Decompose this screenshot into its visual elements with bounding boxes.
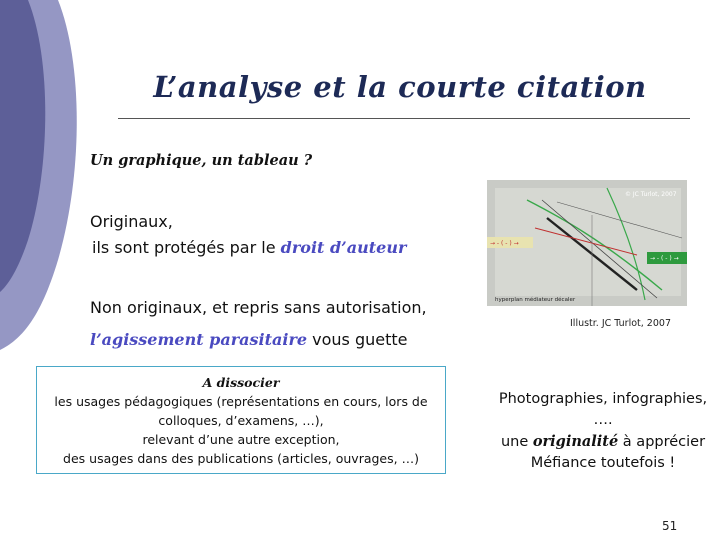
box-line: relevant d’une autre exception, — [142, 432, 340, 447]
line-non-originaux: Non originaux, et repris sans autorisation, — [90, 298, 427, 317]
keyword-originalite: originalité — [532, 433, 619, 450]
box-line: colloques, d’examens, …), — [158, 413, 324, 428]
slide-subtitle: Un graphique, un tableau ? — [90, 152, 313, 169]
dissocier-box — [36, 366, 446, 474]
box-line: des usages dans des publications (articles, ouvrages, …) — [63, 451, 419, 466]
keyword-droit-auteur: droit d’auteur — [280, 238, 407, 257]
line-protection-text: ils sont protégés par le — [92, 238, 281, 257]
right-line: Photographies, infographies, — [498, 391, 708, 407]
right-line-originalite — [488, 431, 718, 453]
illustration-image — [487, 180, 687, 306]
page-number: 51 — [662, 519, 678, 533]
right-line-prefix: une — [500, 434, 533, 450]
keyword-agissement-parasitaire: l’agissement parasitaire — [90, 330, 308, 349]
line-parasitaire — [90, 330, 408, 349]
slide-title: L’analyse et la courte citation — [153, 70, 647, 104]
right-line: Méfiance toutefois ! — [530, 455, 676, 471]
line-originaux: Originaux, — [90, 212, 173, 231]
box-heading: A dissocier — [202, 375, 280, 390]
line-parasitaire-text: vous guette — [307, 330, 408, 349]
right-text-block — [488, 389, 718, 474]
right-line: …. — [593, 412, 613, 428]
right-line-suffix: à apprécier — [618, 434, 706, 450]
title-divider — [118, 118, 690, 119]
illustration-copyright: © JC Turlot, 2007 — [625, 191, 677, 198]
illustration-bottom-text: hyperplan médiateur décaler — [495, 297, 576, 303]
illustration-caption: Illustr. JC Turlot, 2007 — [570, 318, 671, 329]
box-line: les usages pédagogiques (représentations en cours, lors de — [54, 394, 428, 409]
line-protection — [92, 238, 406, 257]
illustration-label-right: → - ( - ) → — [650, 255, 679, 262]
illustration-label-left: → - ( - ) → — [490, 240, 519, 247]
